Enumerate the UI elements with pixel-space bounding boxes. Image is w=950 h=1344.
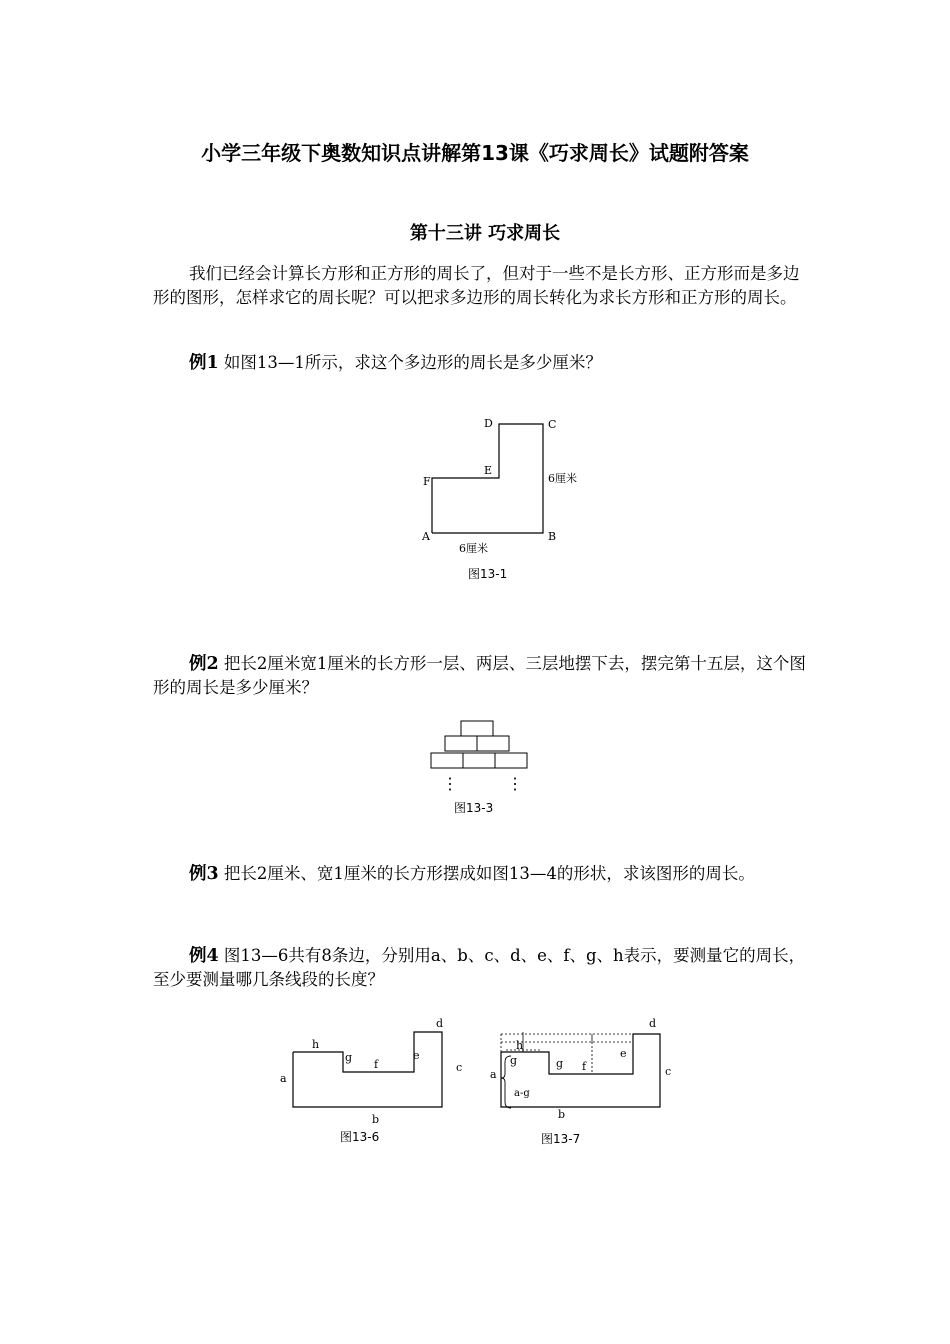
figure-13-6-caption: 图13-6 (340, 1130, 380, 1144)
figure-13-1-caption: 图13-1 (468, 567, 508, 581)
polygon-13-1 (432, 424, 543, 533)
vertex-A: A (422, 530, 430, 543)
example-2-label: 例2 (189, 654, 219, 674)
intro-paragraph: 我们已经会计算长方形和正方形的周长了，但对于一些不是长方形、正方形而是多边形的图形，怎样求它的周长呢？可以把求多边形的周长转化为求长方形和正方形的周长。 (153, 264, 800, 307)
lecture-title: 第十三讲 巧求周长 (409, 223, 561, 244)
segment-a-minus-g-label: a-g (514, 1088, 530, 1099)
side-e-label: e (413, 1049, 420, 1062)
example-3-label: 例3 (189, 864, 219, 884)
document-title: 小学三年级下奥数知识点讲解第13课《巧求周长》试题附答案 (201, 141, 749, 165)
vertex-D: D (484, 417, 493, 430)
side-b-label: b (558, 1108, 566, 1121)
side-f-label: f (582, 1060, 587, 1073)
example-1-label: 例1 (189, 353, 219, 373)
side-g-label: g (345, 1051, 353, 1064)
side-g-label: g (556, 1057, 564, 1070)
figure-13-3-caption: 图13-3 (454, 801, 494, 815)
side-bc-length: 6厘米 (548, 472, 577, 485)
figure-13-3 (425, 715, 535, 820)
side-a-label: a (280, 1072, 287, 1085)
figure-13-7-caption: 图13-7 (541, 1132, 581, 1146)
side-h-label: h (312, 1038, 320, 1051)
vertex-B: B (548, 530, 557, 543)
vertex-F: F (423, 475, 431, 488)
side-a-label: a (490, 1068, 497, 1081)
side-d-label: d (649, 1017, 657, 1030)
figure-13-6 (270, 1012, 470, 1152)
figure-13-1 (415, 412, 595, 587)
example-4 (153, 944, 813, 992)
example-3 (153, 862, 813, 886)
side-c-label: c (456, 1061, 463, 1074)
example-2-text: 把长2厘米宽1厘米的长方形一层、两层、三层地摆下去，摆完第十五层，这个图形的周长是多少厘米？ (153, 654, 806, 697)
side-ab-length: 6厘米 (459, 542, 488, 555)
brick-stack (431, 721, 527, 768)
figure-13-7 (482, 1012, 682, 1152)
example-4-text: 图13—6共有8条边，分别用a、b、c、d、e、f、g、h表示，要测量它的周长，至少要测量哪几条线段的长度？ (153, 946, 806, 989)
side-b-label: b (372, 1113, 380, 1126)
example-4-label: 例4 (189, 946, 219, 966)
side-e-label: e (620, 1047, 627, 1060)
vertex-C: C (548, 418, 557, 431)
example-1 (153, 351, 813, 375)
continuation-dots-right: ⋮ (507, 774, 523, 793)
side-f-label: f (374, 1058, 379, 1071)
example-1-text: 如图13—1所示，求这个多边形的周长是多少厘米？ (218, 353, 602, 372)
vertex-E: E (484, 464, 493, 477)
side-h-label: h (516, 1039, 524, 1052)
example-3-text: 把长2厘米、宽1厘米的长方形摆成如图13—4的形状，求该图形的周长。 (218, 864, 755, 883)
example-2 (153, 652, 813, 700)
side-c-label: c (665, 1065, 672, 1078)
side-d-label: d (436, 1017, 444, 1030)
continuation-dots-left: ⋮ (442, 774, 458, 793)
side-g-label-left: g (510, 1054, 518, 1067)
